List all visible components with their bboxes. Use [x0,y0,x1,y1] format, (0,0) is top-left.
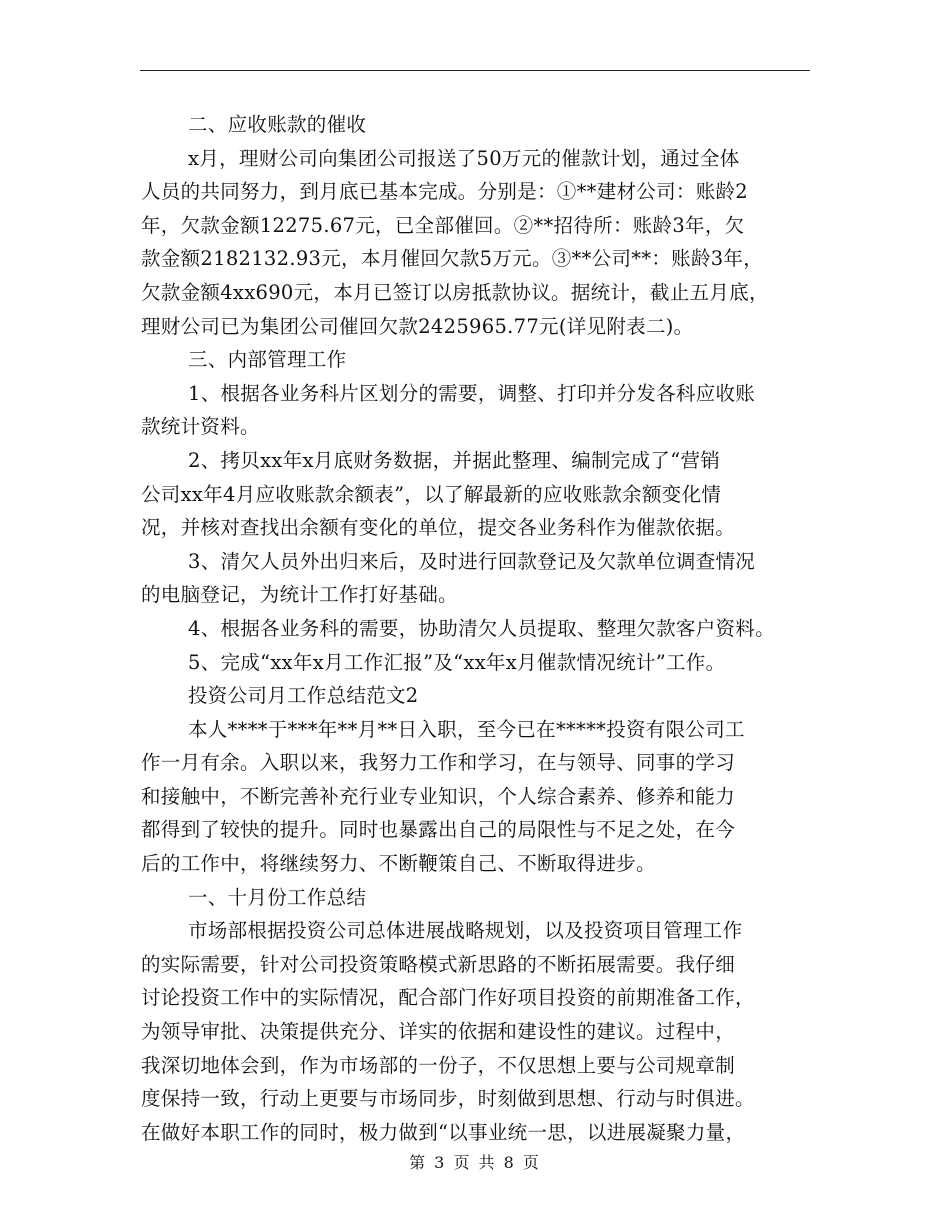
paragraph-line: 款金额2182132.93元，本月催回欠款5万元。③**公司**：账龄3年， [141,247,764,271]
section-heading: 三、内部管理工作 [188,348,347,372]
paragraph-line: 公司xx年4月应收账款余额表”，以了解最新的应收账款余额变化情 [141,482,722,506]
paragraph-line: 3、清欠人员外出归来后，及时进行回款登记及欠款单位调查情况 [188,549,756,573]
paragraph-line: 和接触中，不断完善补充行业专业知识，个人综合素养、修养和能力 [141,784,736,808]
paragraph-line: 款统计资料。 [141,415,260,439]
paragraph-line: 的实际需要，针对公司投资策略模式新思路的不断拓展需要。我仔细 [141,952,736,976]
header-rule [140,70,810,71]
paragraph-line: 理财公司已为集团公司催回欠款2425965.77元(详见附表二)。 [141,314,694,338]
paragraph-line: 1、根据各业务科片区划分的需要，调整、打印并分发各科应收账 [188,381,756,405]
paragraph-line: 本人****于***年**月**日入职，至今已在*****投资有限公司工 [188,717,745,741]
section-heading: 一、十月份工作总结 [188,885,367,909]
paragraph-line: 我深切地体会到，作为市场部的一份子，不仅思想上要与公司规章制 [141,1053,736,1077]
paragraph-line: 讨论投资工作中的实际情况，配合部门作好项目投资的前期准备工作， [141,986,755,1010]
page-number: 第 3 页 共 8 页 [409,1153,541,1172]
paragraph-line: 后的工作中，将继续努力、不断鞭策自己、不断取得进步。 [141,852,656,876]
document-body [141,108,831,1149]
paragraph-line: 4、根据各业务科的需要，协助清欠人员提取、整理欠款客户资料。 [188,616,775,640]
paragraph-line: 人员的共同努力，到月底已基本完成。分别是：①**建材公司：账龄2 [141,180,749,204]
paragraph-line: 欠款金额4xx690元，本月已签订以房抵款协议。据统计，截止五月底， [141,280,769,304]
paragraph-line: 2、拷贝xx年x月底财务数据，并据此整理、编制完成了“营销 [188,448,721,472]
paragraph-line: 况，并核对查找出余额有变化的单位，提交各业务科作为催款依据。 [141,516,736,540]
document-title: 投资公司月工作总结范文2 [188,684,419,708]
section-heading: 二、应收账款的催收 [188,113,367,136]
paragraph-line: 在做好本职工作的同时，极力做到“以事业统一思，以进展凝聚力量， [141,1120,746,1144]
paragraph-line: 都得到了较快的提升。同时也暴露出自己的局限性与不足之处，在今 [141,818,736,842]
paragraph-line: 为领导审批、决策提供充分、详实的依据和建设性的建议。过程中， [141,1020,736,1044]
paragraph-line: 5、完成“xx年x月工作汇报”及“xx年x月催款情况统计”工作。 [188,650,726,674]
paragraph-line: 年，欠款金额12275.67元，已全部催回。②**招待所：账龄3年，欠 [141,213,745,237]
paragraph-line: 市场部根据投资公司总体进展战略规划，以及投资项目管理工作 [188,919,743,943]
paragraph-line: x月，理财公司向集团公司报送了50万元的催款计划，通过全体 [188,146,740,170]
paragraph-line: 的电脑登记，为统计工作打好基础。 [141,583,458,607]
paragraph-line: 作一月有余。入职以来，我努力工作和学习，在与领导、同事的学习 [141,751,736,775]
paragraph-line: 度保持一致，行动上更要与市场同步，时刻做到思想、行动与时俱进。 [141,1087,755,1111]
